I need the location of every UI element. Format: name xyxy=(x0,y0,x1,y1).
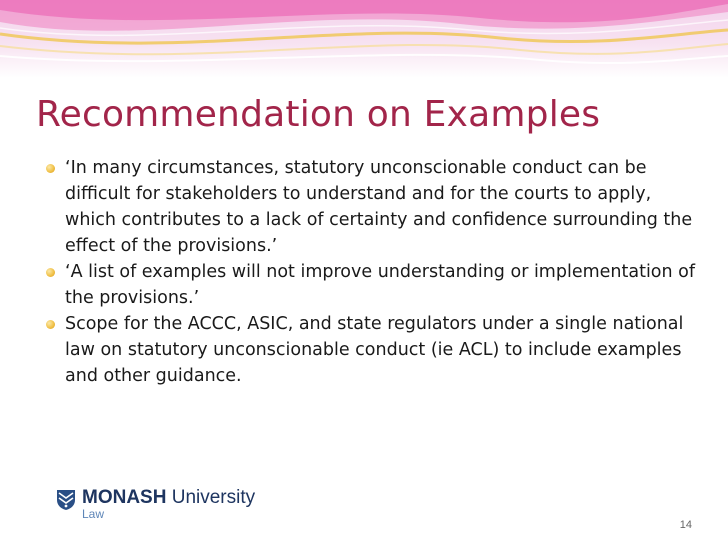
monash-crest-icon xyxy=(56,489,76,511)
page-number: 14 xyxy=(679,519,692,531)
logo-brand-light: University xyxy=(166,487,256,508)
bullet-text: ‘A list of examples will not improve understanding or implementation of the provisions.’ xyxy=(65,262,696,308)
logo-wordmark xyxy=(82,487,255,509)
bullet-dot-icon xyxy=(46,164,55,173)
slide-title: Recommendation on Examples xyxy=(36,94,601,135)
logo-subtitle: Law xyxy=(82,507,105,521)
decorative-header-banner xyxy=(0,0,728,78)
bullet-text: ‘In many circumstances, statutory unconscionable conduct can be difficult for stakeholders to understand and for the courts to apply, which contributes to a lack of certainty and confidence surrounding the effect of the provisions.’ xyxy=(65,158,693,256)
bullet-item xyxy=(46,311,696,389)
bullet-item xyxy=(46,259,696,311)
bullet-text: Scope for the ACCC, ASIC, and state regulators under a single national law on statutory unconscionable conduct (ie ACL) to include examples and other guidance. xyxy=(65,314,684,386)
bullet-dot-icon xyxy=(46,268,55,277)
bullet-list xyxy=(46,155,696,389)
banner-waves xyxy=(0,0,728,78)
bullet-dot-icon xyxy=(46,320,55,329)
bullet-item xyxy=(46,155,696,259)
logo-brand-bold: MONASH xyxy=(82,487,167,508)
